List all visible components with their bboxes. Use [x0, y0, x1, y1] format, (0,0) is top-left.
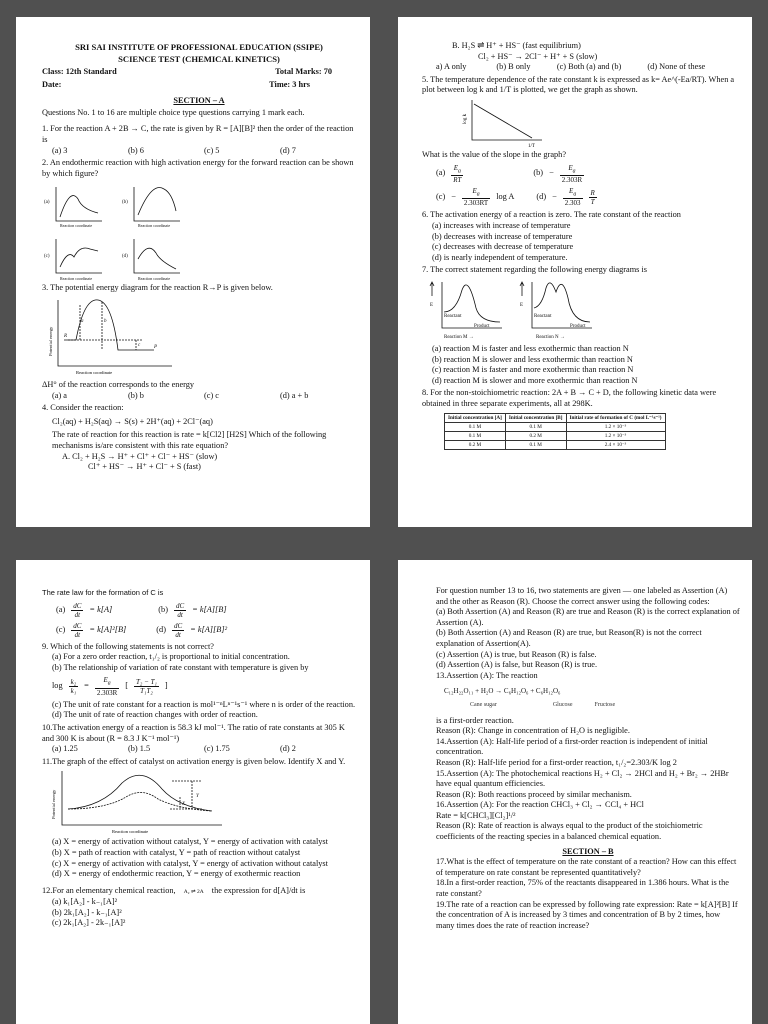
question-16: 16.Assertion (A): For the reaction CHCl₃ + Cl₂ → CCl₄ + HCl — [436, 800, 644, 810]
q3-potential-energy-diagram — [42, 296, 192, 378]
compound-name: Glucose — [552, 701, 573, 708]
q13-compound-names — [436, 700, 740, 711]
option: (d) 2 — [280, 744, 296, 754]
q12-reaction: A₂ ⇌ 2A — [183, 888, 204, 895]
q11-catalyst-energy-diagram — [42, 769, 232, 835]
question-18: 18.In a first-order reaction, 75% of the reactants disappeared in 1.386 hours. What is the rate constant? — [436, 878, 729, 899]
q7-energy-diagrams — [422, 278, 622, 342]
code-c: (c) Assertion (A) is true, but Reason (R) is false. — [436, 649, 597, 659]
q2-xlabel: Reaction coordinate — [138, 276, 171, 282]
svg-text:Y: Y — [196, 794, 199, 800]
table-cell: 1.2 × 10⁻³ — [566, 432, 665, 441]
q16-reason: Reason (R): Rate of reaction is always equal to the product of the stoichiometric coefficients of the reacting species in a balanced chemical equation. — [436, 821, 703, 842]
option: (a) 3 — [52, 145, 68, 155]
q7-product-label: Product — [570, 323, 586, 329]
test-title: SCIENCE TEST (CHEMICAL KINETICS) — [118, 54, 280, 64]
q4-equation: Cl₂(aq) + H₂S(aq) → S(s) + 2H⁺(aq) + 2Cl⁻(aq) — [52, 416, 213, 426]
q2-label-d: (d) — [122, 254, 128, 260]
q11-option: (b) X = path of reaction with catalyst, Y = path of reaction without catalyst — [52, 847, 301, 857]
class-label: Class: 12th Standard — [42, 67, 117, 76]
question-4: 4. Consider the reaction: — [42, 403, 124, 413]
q8-kinetics-table — [444, 413, 666, 450]
q6-option: (a) increases with increase of temperature — [432, 220, 571, 230]
table-header: Initial concentration [A] — [445, 414, 506, 423]
q11-xlabel: Reaction coordinate — [112, 829, 149, 835]
q2-xlabel: Reaction coordinate — [60, 276, 93, 282]
q12-text: 12.For an elementary chemical reaction, — [42, 885, 176, 895]
q11-option: (d) X = energy of endothermic reaction, Y = energy of exothermic reaction — [52, 869, 301, 879]
svg-text:b: b — [104, 318, 107, 324]
q4-mechanism-b2: Cl₂ + HS⁻ → 2Cl⁻ + H⁺ + S (slow) — [478, 51, 598, 61]
q6-option: (d) is nearly independent of temperature. — [432, 252, 568, 262]
class-row — [42, 67, 356, 78]
question-3: 3. The potential energy diagram for the reaction R→P is given below. — [42, 283, 273, 293]
q2-label-a: (a) — [44, 200, 50, 206]
question-1-options — [42, 146, 356, 157]
q2-xlabel: Reaction coordinate — [60, 223, 93, 229]
svg-text:c: c — [138, 342, 141, 348]
table-row — [445, 441, 666, 450]
q12-tail: the expression for d[A]/dt is — [211, 885, 306, 895]
q7-reactant-label: Reactant — [444, 313, 462, 319]
q12-option: (b) 2k₁[A₂] - k₋₁[A]² — [52, 907, 122, 917]
q11-option: (c) X = energy of activation with catalyst, Y = energy of activation without catalyst — [52, 858, 328, 868]
option: (c) 5 — [204, 145, 220, 155]
section-a-heading: SECTION – A — [173, 96, 225, 106]
q6-option: (c) decreases with decrease of temperature — [432, 242, 574, 252]
compound-name: Fructose — [594, 701, 616, 708]
q10-options — [42, 744, 356, 755]
question-6: 6. The activation energy of a reaction is zero. The rate constant of the reaction — [422, 210, 681, 220]
q2-label-b: (b) — [122, 200, 128, 206]
q4-mechanism-a1: A. Cl₂ + H₂S → H⁺ + Cl⁺ + Cl⁻ + HS⁻ (slow) — [62, 451, 218, 461]
q5-ylabel: log k — [463, 113, 468, 124]
option: (b) b — [128, 390, 144, 400]
page-1 — [16, 17, 370, 527]
option: (d) a + b — [280, 390, 309, 400]
question-1: 1. For the reaction A + 2B → C, the rate is given by R = [A][B]² then the order of the reaction is — [42, 124, 354, 144]
table-cell: 0.2 M — [445, 441, 506, 450]
svg-text:P: P — [154, 344, 158, 350]
question-13: 13.Assertion (A): The reaction — [436, 670, 538, 680]
svg-text:R: R — [64, 333, 68, 339]
code-a: (a) Both Assertion (A) and Reason (R) are true and Reason (R) is the correct explanation of Assertion (A). — [436, 607, 740, 627]
rate-law-options-row1: (a) $\frac{dC}{dt}$ = k[A] (b) $\frac{dC}{dt}$ = k[A][B] — [56, 601, 227, 619]
q5-logk-vs-1overT-graph — [452, 98, 572, 148]
time-label: Time: 3 hrs — [269, 79, 310, 89]
option: a) A only — [436, 62, 467, 72]
q7-option: (a) reaction M is faster and less exothermic than reaction N — [432, 343, 629, 353]
table-header: Initial concentration [B] — [505, 414, 566, 423]
q13-equation: C₁₂H₂₂O₁₁ + H₂O → C₆H₁₂O₆ + C₆H₁₂O₆ — [444, 687, 561, 696]
option: (a) a — [52, 390, 67, 400]
option: (d) None of these — [647, 62, 706, 72]
q2-energy-diagrams — [42, 181, 282, 281]
q4-options — [422, 62, 738, 73]
table-row — [445, 423, 666, 432]
page-4 — [398, 560, 752, 1024]
q7-reaction-m: Reaction M → — [444, 334, 474, 340]
q16-rate: Rate = k[CHCl₃][Cl₂]¹/² — [436, 810, 516, 820]
q5-options-row1: (a) $\frac{E_a}{RT}$ (b) − $\frac{E_a}{2.303R}$ — [436, 163, 583, 184]
option: (c) c — [204, 390, 219, 400]
q9-option-c: (c) The unit of rate constant for a reaction is mol¹⁻ⁿLⁿ⁻¹s⁻¹ where n is order of the reaction. — [52, 699, 356, 709]
q7-option: (d) reaction M is slower and more exothermic than reaction N — [432, 375, 638, 385]
option: (c) 1.75 — [204, 744, 230, 754]
date-row — [42, 80, 356, 91]
table-cell: 2.4 × 10⁻³ — [566, 441, 665, 450]
q9-option-d: (d) The unit of rate of reaction changes with order of reaction. — [52, 710, 258, 720]
q9-arrhenius-equation: log $\frac{\text{k₂}}{\text{k₁}}$ = $\frac{E_a}{2.303R}$ [ $\frac{\text{T₂ − T₁}}{\text{T₁T₂}}$ ] — [52, 676, 168, 697]
q12-option: (c) 2k₁[A₂] - 2k₋₁[A]² — [52, 918, 126, 928]
assertion-intro: For question number 13 to 16, two statements are given — one labeled as Assertion (A) and the other as Reason (R). Choose the correct answer using the following codes: — [436, 586, 728, 606]
option: (c) Both (a) and (b) — [556, 62, 622, 72]
q7-reactant-label: Reactant — [534, 313, 552, 319]
question-11: 11.The graph of the effect of catalyst on activation energy is given below. Identify X and Y. — [42, 756, 346, 766]
page-2 — [398, 17, 752, 527]
code-b: (b) Both Assertion (A) and Reason (R) are true, but Reason(R) is not the correct explanation of Assertion(A). — [436, 628, 702, 648]
table-cell: 0.1 M — [445, 432, 506, 441]
option: (b) 6 — [128, 145, 144, 155]
q6-option: (b) decreases with increase of temperature — [432, 231, 573, 241]
svg-text:X: X — [182, 802, 186, 808]
q2-label-c: (c) — [44, 254, 50, 260]
q4-text: The rate of reaction for this reaction is rate = k[Cl2] [H2S] Which of the following mechanisms is/are consistent with this rate equation? — [52, 430, 327, 450]
instructions: Questions No. 1 to 16 are multiple choice type questions carrying 1 mark each. — [42, 107, 305, 117]
question-2: 2. An endothermic reaction with high activation energy for the forward reaction can be shown by which figure? — [42, 158, 354, 178]
q7-option: (c) reaction M is faster and more exothermic than reaction N — [432, 365, 634, 375]
q11-ylabel: Potential energy — [51, 790, 56, 820]
code-d: (d) Assertion (A) is false, but Reason (R) is true. — [436, 660, 598, 670]
marks-label: Total Marks: 70 — [275, 67, 332, 76]
svg-text:a: a — [81, 318, 84, 324]
table-cell: 1.2 × 10⁻³ — [566, 423, 665, 432]
institute-name: SRI SAI INSTITUTE OF PROFESSIONAL EDUCATION (SSIPE) — [75, 42, 323, 52]
q4-mechanism-a2: Cl⁺ + HS⁻ → H⁺ + Cl⁻ + S (fast) — [88, 462, 201, 472]
q9-option-b: (b) The relationship of variation of rate constant with temperature is given by — [52, 662, 309, 672]
q3-xlabel: Reaction coordinate — [76, 369, 113, 375]
q7-option: (b) reaction M is slower and less exothermic than reaction N — [432, 354, 633, 364]
question-9: 9. Which of the following statements is not correct? — [42, 641, 214, 651]
question-17: 17.What is the effect of temperature on the rate constant of a reaction? How can this effect of temperature on rate constant be represented quantitatively? — [436, 857, 737, 877]
q13-reason: Reason (R): Change in concentration of H₂O is negligible. — [436, 726, 630, 736]
option: (a) 1.25 — [52, 744, 78, 754]
option: (b) 1.5 — [128, 744, 151, 754]
q5-options-row2: (c) − $\frac{E_a}{2.303RT}$ log A (d) − $\frac{E_a}{2.303}$ $\frac{R}{T}$ — [436, 186, 595, 208]
question-7: 7. The correct statement regarding the following energy diagrams is — [422, 265, 648, 275]
question-12 — [42, 886, 356, 898]
q7-reaction-n: Reaction N → — [536, 334, 565, 340]
q7-product-label: Product — [474, 323, 490, 329]
compound-name: Cane sugar — [470, 701, 497, 708]
q4-mechanism-b1: B. H₂S ⇌ H⁺ + HS⁻ (fast equilibrium) — [452, 41, 581, 50]
question-15: 15.Assertion (A): The photochemical reactions H₂ + Cl₂ → 2HCl and H₂ + Br₂ → 2HBr have equal quantum efficiencies. — [436, 768, 729, 789]
table-cell: 0.1 M — [505, 441, 566, 450]
table-cell: 0.2 M — [505, 432, 566, 441]
q11-option: (a) X = energy of activation without catalyst, Y = energy of activation with catalyst — [52, 837, 328, 847]
q7-e-label: E — [520, 302, 524, 308]
q13-tail: is a first-order reaction. — [436, 715, 514, 725]
rate-law-options-row2: (c) $\frac{dC}{dt}$ = k[A]²[B] (d) $\frac{dC}{dt}$ = k[A][B]² — [56, 621, 228, 639]
q5-xlabel: 1/T — [528, 143, 535, 148]
q9-option-a: (a) For a zero order reaction, t₁/₂ is proportional to initial concentration. — [52, 652, 290, 662]
question-10: 10.The activation energy of a reaction is 58.3 kJ mol⁻¹. The ratio of rate constants at 305 K and 300 K is about (R = 8.3 J K⁻¹ mol⁻¹) — [42, 722, 345, 743]
question-5: 5. The temperature dependence of the rate constant k is expressed as k= Ae^(-Ea/RT). When a plot between log k and 1/T is plotted, we get the graph as shown. — [422, 74, 735, 95]
q5-question: What is the value of the slope in the graph? — [422, 149, 566, 159]
question-3-options — [42, 391, 356, 402]
table-header: Initial rate of formation of C (mol L⁻¹s⁻¹) — [566, 414, 665, 423]
q15-reason: Reason (R): Both reactions proceed by similar mechanism. — [436, 789, 632, 799]
date-label: Date: — [42, 79, 62, 89]
question-3-text: ΔH° of the reaction corresponds to the energy — [42, 379, 195, 389]
q14-reason: Reason (R): Half-life period for a first-order reaction, t₁/₂=2.303/K log 2 — [436, 757, 677, 767]
option: (d) 7 — [280, 145, 296, 155]
q2-xlabel: Reaction coordinate — [138, 223, 171, 229]
question-19: 19.The rate of a reaction can be expressed by following rate expression: Rate = k[A]²[B] If the concentration of A is increased by 3 times and concentration of B by 2 times, how many times does the rate of reaction increase? — [436, 899, 738, 930]
q3-ylabel: Potential energy — [48, 326, 53, 356]
option: (b) B only — [496, 62, 531, 72]
table-cell: 0.1 M — [445, 423, 506, 432]
question-14: 14.Assertion (A): Half-life period of a first-order reaction is independent of initial concentration. — [436, 736, 708, 757]
table-header-row — [445, 414, 666, 423]
section-b-heading: SECTION – B — [562, 846, 614, 856]
q7-e-label: E — [430, 302, 434, 308]
rate-law-prompt: The rate law for the formation of C is — [42, 588, 164, 597]
question-8: 8. For the non-stoichiometric reaction: 2A + B → C + D, the following kinetic data were obtained in three separate experiments, all at 298K. — [422, 388, 717, 408]
table-row — [445, 432, 666, 441]
q12-option: (a) k₁[A₂] - k₋₁[A]² — [52, 897, 118, 907]
table-cell: 0.1 M — [505, 423, 566, 432]
page-3 — [16, 560, 370, 1024]
